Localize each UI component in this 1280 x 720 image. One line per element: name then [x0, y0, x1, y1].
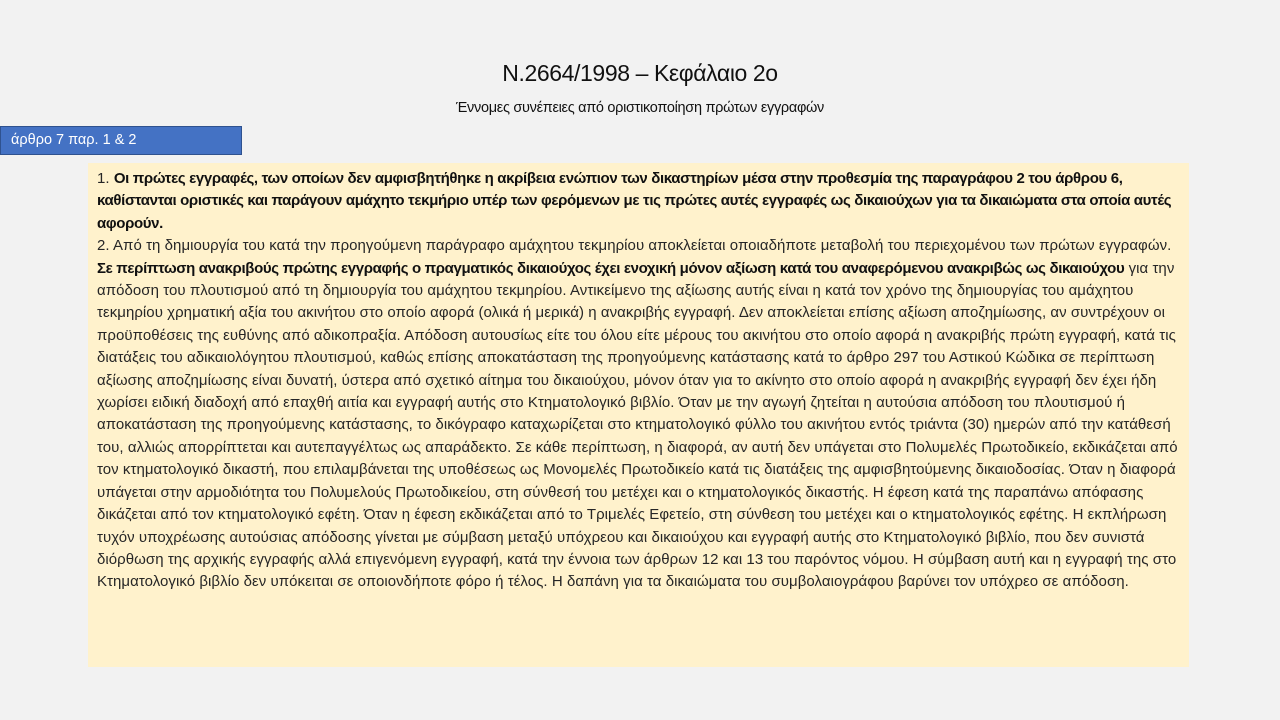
paragraph-1: [97, 168, 1179, 235]
paragraph-2-text-start: 2. Από τη δημιουργία του κατά την προηγούμενη παράγραφο αμάχητου τεκμηρίου αποκλείεται οποιαδήποτε μεταβολή του περιεχομένου των πρώτων εγγραφών.: [97, 237, 1172, 255]
slide-title: Ν.2664/1998 – Κεφάλαιο 2ο: [502, 60, 778, 86]
law-text-box: [88, 163, 1189, 667]
paragraph-1-number: 1.: [97, 170, 114, 187]
paragraph-1-bold-text: Οι πρώτες εγγραφές, των οποίων δεν αμφισβητήθηκε η ακρίβεια ενώπιον των δικαστηρίων μέσα στην προθεσμία της παραγράφου 2 του άρθρου 6, καθίστανται οριστικές και παράγουν αμάχητο τεκμήριο υπέρ των φερόμενων με τις πρώτες αυτές εγγραφές ως δικαιούχων για τα δικαιώματα στα οποία αυτές αφορούν.: [97, 170, 1172, 232]
paragraph-2-text-rest: για την απόδοση του πλουτισμού από τη δημιουργία του αμάχητου τεκμηρίου. Αντικείμενο της αξίωσης αυτής είναι η κατά τον χρόνο της δημιουργίας του αμάχητου τεκμηρίου χρηματική αξία του ακινήτου στο οποίο αφορά (ολικά ή μερικά) η ανακριβής εγγραφή. Δεν αποκλείεται επίσης αξίωση αποζημίωσης, αν συντρέχουν οι προϋποθέσεις της ευθύνης από αδικοπραξία. Απόδοση αυτουσίως είτε του όλου είτε μέρους του ακινήτου στο οποίο αφορά η ανακριβής πρώτη εγγραφή, κατά τις διατάξεις του αδικαιολόγητου πλουτισμού, καθώς επίσης αποκατάσταση της προηγούμενης κατάστασης κατά το άρθρο 297 του Αστικού Κώδικα σε περίπτωση αξίωσης αποζημίωσης είναι δυνατή, ύστερα από σχετικό αίτημα του δικαιούχου, μόνον όταν για το ακίνητο στο οποίο αφορά η ανακριβής εγγραφή δεν έχει ήδη χωρίσει ειδική διαδοχή από επαχθή αιτία και εγγραφή αυτής στο Κτηματολογικό βιβλίο. Όταν με την αγωγή ζητείται η αυτούσια απόδοση του πλουτισμού ή αποκατάσταση της προηγούμενης κατάστασης, το δικόγραφο καταχωρίζεται στο κτηματολογικό φύλλο του ακινήτου εντός τριάντα (30) ημερών από την κατάθεσή του, αλλιώς απορρίπτεται και αυτεπαγγέλτως ως απαράδεκτο. Σε κάθε περίπτωση, η διαφορά, αν αυτή δεν υπάγεται στο Πολυμελές Πρωτοδικείο, εκδικάζεται από τον κτηματολογικό δικαστή, που επιλαμβάνεται της υποθέσεως ως Μονομελές Πρωτοδικείο κατά τις διατάξεις της αμφισβητούμενης δικαιοδοσίας. Όταν η διαφορά υπάγεται στην αρμοδιότητα του Πολυμελούς Πρωτοδικείου, στη σύνθεσή του μετέχει και ο κτηματολογικός δικαστής. Η έφεση κατά της παραπάνω απόφασης δικάζεται από τον κτηματολογικό εφέτη. Όταν η έφεση εκδικάζεται από το Τριμελές Εφετείο, στη σύνθεση του μετέχει και ο κτηματολογικός εφέτης. Η εκπλήρωση τυχόν υποχρέωσης αυτούσιας απόδοσης γίνεται με σύμβαση μεταξύ υπόχρεου και δικαιούχου και εγγραφή αυτής στο Κτηματολογικό βιβλίο, που δεν συνιστά διόρθωση της αρχικής εγγραφής αλλά επιγενόμενη εγγραφή, κατά την έννοια των άρθρων 12 και 13 του παρόντος νόμου. Η σύμβαση αυτή και η εγγραφή της στο Κτηματολογικό βιβλίο δεν υπόκειται σε οποιονδήποτε φόρο ή τέλος. Η δαπάνη για τα δικαιώματα του συμβολαιογράφου βαρύνει τον υπόχρεο σε απόδοση.: [97, 259, 1178, 591]
slide-subtitle: Έννομες συνέπειες από οριστικοποίηση πρώτων εγγραφών: [455, 100, 825, 116]
paragraph-2: [97, 235, 1179, 594]
article-label: άρθρο 7 παρ. 1 & 2: [0, 126, 242, 155]
paragraph-2-bold-text: Σε περίπτωση ανακριβούς πρώτης εγγραφής ο πραγματικός δικαιούχος έχει ενοχική μόνον αξίωση κατά του αναφερόμενου ανακριβώς ως δικαιούχου: [97, 259, 1125, 277]
